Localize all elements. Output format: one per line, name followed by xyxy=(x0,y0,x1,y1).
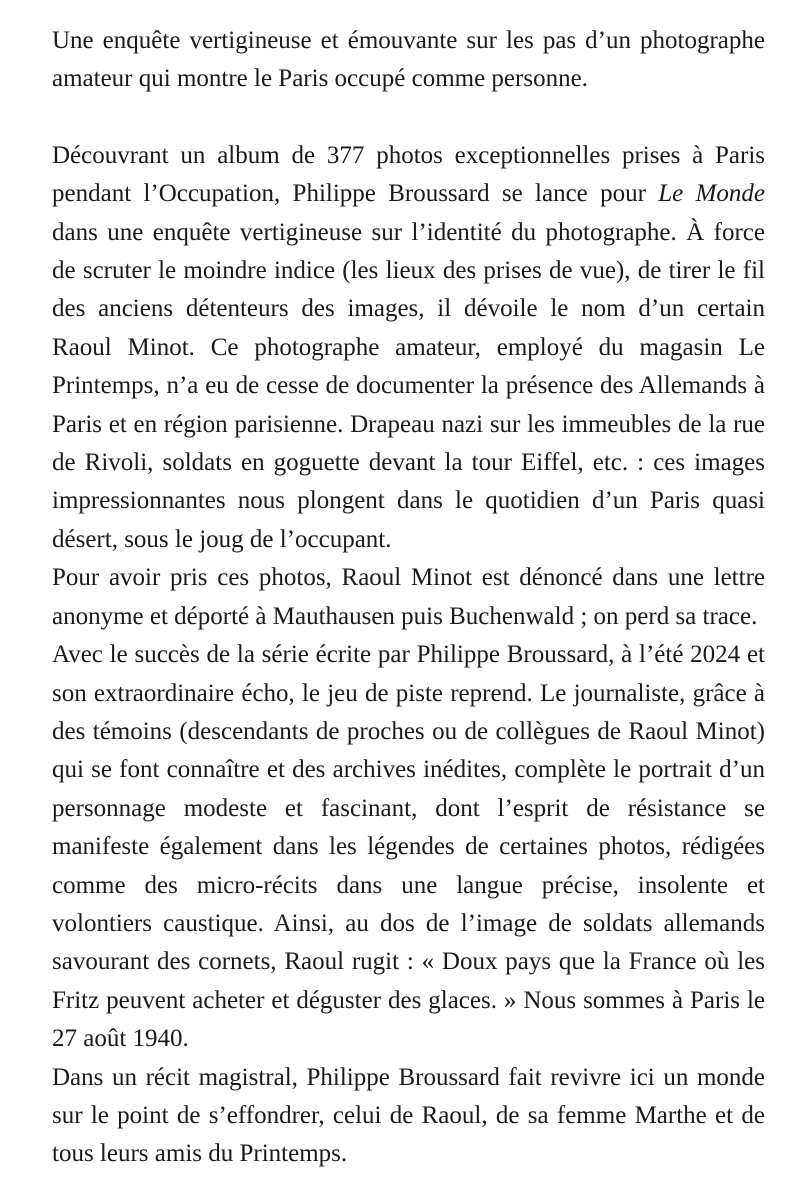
newspaper-title: Le Monde xyxy=(658,180,766,208)
discovery-text-end: dans une enquête vertigineuse sur l’identité du photographe. À force de scruter le moindre indice (les lieux des prises de vue), de tirer le fil des anciens détenteurs des images, il dévoile le nom d’un certain Raoul Minot. Ce photographe amateur, employé du magasin Le Printemps, n’a eu de cesse de documenter la présence des Allemands à Paris et en région parisienne. Drapeau nazi sur les immeubles de la rue de Rivoli, soldats en goguette devant la tour Eiffel, etc. : ces images impressionnantes nous plongent dans le quotidien d’un Paris quasi désert, sous le joug de l’occupant. xyxy=(52,218,765,553)
discovery-text-start: Découvrant un album de 377 photos exceptionnelles prises à Paris pendant l’Occupation, Philippe Broussard se lance pour xyxy=(52,141,765,208)
discovery-paragraph xyxy=(52,137,765,559)
intro-paragraph: Une enquête vertigineuse et émouvante sur les pas d’un photographe amateur qui montre le Paris occupé comme personne. xyxy=(52,27,765,93)
deportation-paragraph: Pour avoir pris ces photos, Raoul Minot est dénoncé dans une lettre anonyme et déporté à Mauthausen puis Buchenwald ; on perd sa trace. xyxy=(52,564,765,630)
investigation-paragraph: Avec le succès de la série écrite par Philippe Broussard, à l’été 2024 et son extraordinaire écho, le jeu de piste reprend. Le journaliste, grâce à des témoins (descendants de proches ou de collègues de Raoul Minot) qui se font connaître et des archives inédites, complète le portrait d’un personnage modeste et fascinant, dont l’esprit de résistance se manifeste également dans les légendes de certaines photos, rédigées comme des micro-récits dans une langue précise, insolente et volontiers caustique. Ainsi, au dos de l’image de soldats allemands savourant des cornets, Raoul rugit : « Doux pays que la France où les Fritz peuvent acheter et déguster des glaces. » Nous sommes à Paris le 27 août 1940. xyxy=(52,641,765,1053)
conclusion-paragraph: Dans un récit magistral, Philippe Broussard fait revivre ici un monde sur le point de s’effondrer, celui de Raoul, de sa femme Marthe et de tous leurs amis du Printemps. xyxy=(52,1063,765,1168)
